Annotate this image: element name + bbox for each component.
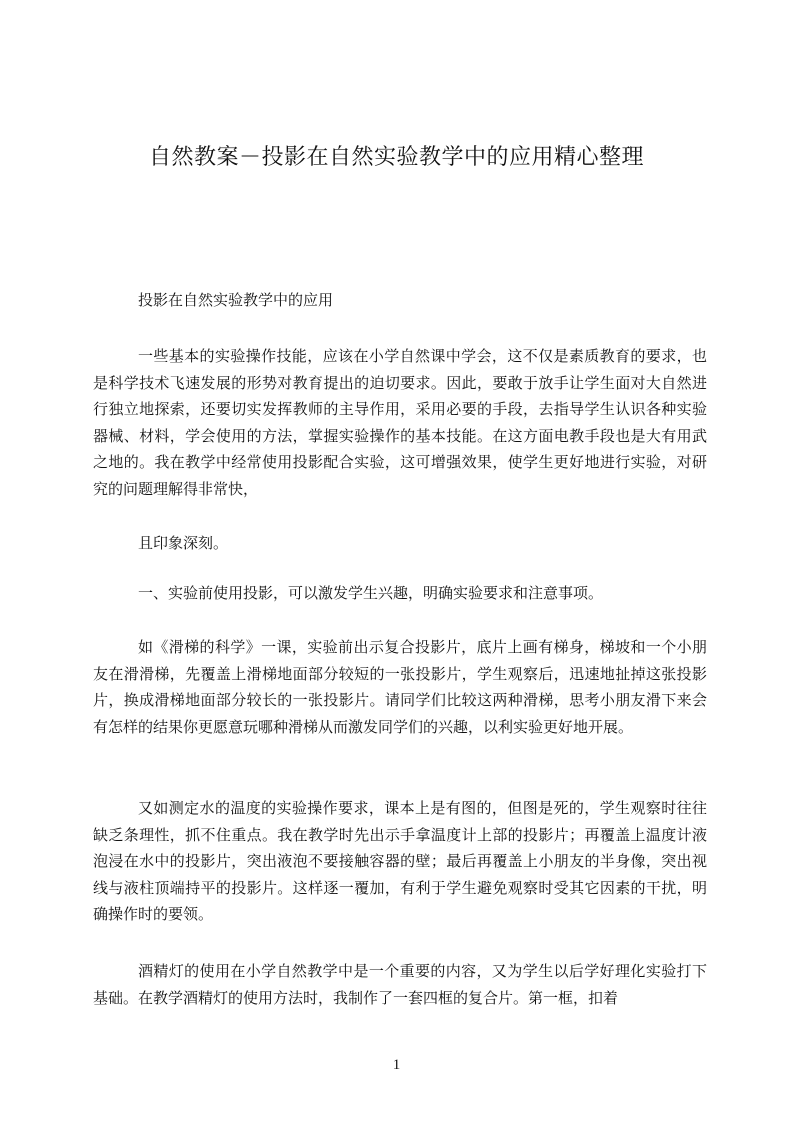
section-heading: 一、实验前使用投影，可以激发学生兴趣，明确实验要求和注意事项。 <box>138 584 604 602</box>
page-number: 1 <box>392 1057 401 1073</box>
paragraph: 又如测定水的温度的实验操作要求，课本上是有图的，但图是死的，学生观察时往往缺乏条理性，抓不住重点。我在教学时先出示手拿温度计上部的投影片；再覆盖上温度计液泡浸在水中的投影片，突出液泡不要接触容器的壁；最后再覆盖上小朋友的半身像，突出视线与液柱顶端持平的投影片。这样逐一覆加，有利于学生避免观察时受其它因素的干扰，明确操作时的要领。 <box>93 799 707 924</box>
section-subheading: 投影在自然实验教学中的应用 <box>138 291 334 309</box>
document-title: 自然教案－投影在自然实验教学中的应用精心整理 <box>148 145 644 170</box>
paragraph: 如《滑梯的科学》一课，实验前出示复合投影片，底片上画有梯身，梯坡和一个小朋友在滑滑梯，先覆盖上滑梯地面部分较短的一张投影片，学生观察后，迅速地扯掉这张投影片，换成滑梯地面部分较长的一张投影片。请同学们比较这两种滑梯，思考小朋友滑下来会有怎样的结果你更愿意玩哪种滑梯从而激发同学们的兴趣，以利实验更好地开展。 <box>93 638 707 736</box>
paragraph: 酒精灯的使用在小学自然教学中是一个重要的内容，又为学生以后学好理化实验打下基础。在教学酒精灯的使用方法时，我制作了一套四框的复合片。第一框，扣着 <box>93 962 707 1007</box>
paragraph: 且印象深刻。 <box>138 534 229 552</box>
paragraph: 一些基本的实验操作技能，应该在小学自然课中学会，这不仅是素质教育的要求，也是科学技术飞速发展的形势对教育提出的迫切要求。因此，要敢于放手让学生面对大自然进行独立地探索，还要切实发挥教师的主导作用，采用必要的手段，去指导学生认识各种实验器械、材料，学会使用的方法，掌握实验操作的基本技能。在这方面电教手段也是大有用武之地的。我在教学中经常使用投影配合实验，这可增强效果，使学生更好地进行实验，对研究的问题理解得非常快， <box>93 347 707 498</box>
